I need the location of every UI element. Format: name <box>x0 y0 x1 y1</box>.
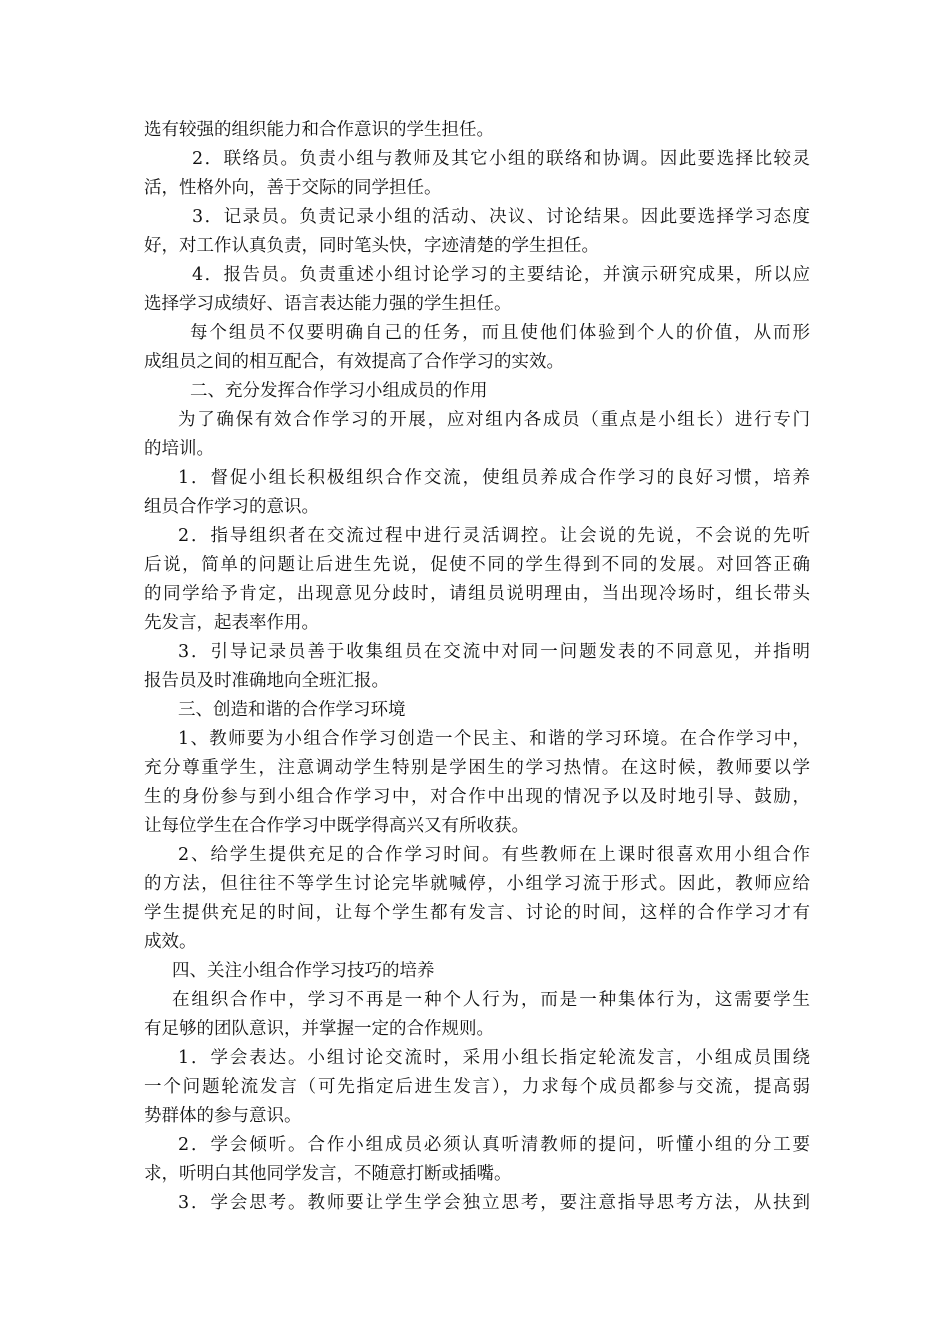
text-line: 组员合作学习的意识。 <box>144 497 319 517</box>
text-line: 1、教师要为小组合作学习创造一个民主、和谐的学习环境。在合作学习中， <box>178 729 810 749</box>
text-line: 让每位学生在合作学习中既学得高兴又有所收获。 <box>144 816 529 836</box>
text-line: 成组员之间的相互配合，有效提高了合作学习的实效。 <box>144 352 564 372</box>
text-line: 2．学会倾听。合作小组成员必须认真听清教师的提问，听懂小组的分工要 <box>178 1135 810 1155</box>
text-line: 为了确保有效合作学习的开展，应对组内各成员（重点是小组长）进行专门 <box>178 410 810 430</box>
text-line: 的方法，但往往不等学生讨论完毕就喊停，小组学习流于形式。因此，教师应给 <box>144 874 810 894</box>
text-line: 1．督促小组长积极组织合作交流，使组员养成合作学习的良好习惯，培养 <box>178 468 810 488</box>
text-line: 4．报告员。负责重述小组讨论学习的主要结论，并演示研究成果，所以应 <box>192 265 810 285</box>
section-heading: 三、创造和谐的合作学习环境 <box>178 700 406 720</box>
text-line: 3．记录员。负责记录小组的活动、决议、讨论结果。因此要选择学习态度 <box>192 207 810 227</box>
text-line: 每个组员不仅要明确自己的任务，而且使他们体验到个人的价值，从而形 <box>190 323 810 343</box>
text-line: 3．引导记录员善于收集组员在交流中对同一问题发表的不同意见，并指明 <box>178 642 810 662</box>
text-line: 2．指导组织者在交流过程中进行灵活调控。让会说的先说，不会说的先听 <box>178 526 810 546</box>
text-line: 报告员及时准确地向全班汇报。 <box>144 671 389 691</box>
text-line: 成效。 <box>144 932 197 952</box>
text-line: 势群体的参与意识。 <box>144 1106 302 1126</box>
text-line: 求，听明白其他同学发言，不随意打断或插嘴。 <box>144 1164 512 1184</box>
text-line: 2．联络员。负责小组与教师及其它小组的联络和协调。因此要选择比较灵 <box>192 149 810 169</box>
text-line: 的同学给予肯定，出现意见分歧时，请组员说明理由，当出现冷场时，组长带头 <box>144 584 810 604</box>
text-line: 有足够的团队意识，并掌握一定的合作规则。 <box>144 1019 494 1039</box>
text-line: 1．学会表达。小组讨论交流时，采用小组长指定轮流发言，小组成员围绕 <box>178 1048 810 1068</box>
text-line: 的培训。 <box>144 439 214 459</box>
text-line: 后说，简单的问题让后进生先说，促使不同的学生得到不同的发展。对回答正确 <box>144 555 810 575</box>
text-line: 学生提供充足的时间，让每个学生都有发言、讨论的时间，这样的合作学习才有 <box>144 903 810 923</box>
text-line: 3．学会思考。教师要让学生学会独立思考，要注意指导思考方法，从扶到 <box>178 1193 810 1213</box>
text-line: 选择学习成绩好、语言表达能力强的学生担任。 <box>144 294 512 314</box>
text-line: 一个问题轮流发言（可先指定后进生发言），力求每个成员都参与交流，提高弱 <box>144 1077 810 1097</box>
text-line: 2、给学生提供充足的合作学习时间。有些教师在上课时很喜欢用小组合作 <box>178 845 810 865</box>
text-line: 充分尊重学生，注意调动学生特别是学困生的学习热情。在这时候，教师要以学 <box>144 758 810 778</box>
text-line: 活，性格外向，善于交际的同学担任。 <box>144 178 442 198</box>
text-line: 在组织合作中，学习不再是一种个人行为，而是一种集体行为，这需要学生 <box>172 990 810 1010</box>
text-line: 生的身份参与到小组合作学习中，对合作中出现的情况予以及时地引导、鼓励， <box>144 787 810 807</box>
section-heading: 二、充分发挥合作学习小组成员的作用 <box>190 381 488 401</box>
text-line: 先发言，起表率作用。 <box>144 613 319 633</box>
section-heading: 四、关注小组合作学习技巧的培养 <box>172 961 435 981</box>
text-line: 选有较强的组织能力和合作意识的学生担任。 <box>144 120 494 140</box>
text-line: 好，对工作认真负责，同时笔头快，字迹清楚的学生担任。 <box>144 236 599 256</box>
